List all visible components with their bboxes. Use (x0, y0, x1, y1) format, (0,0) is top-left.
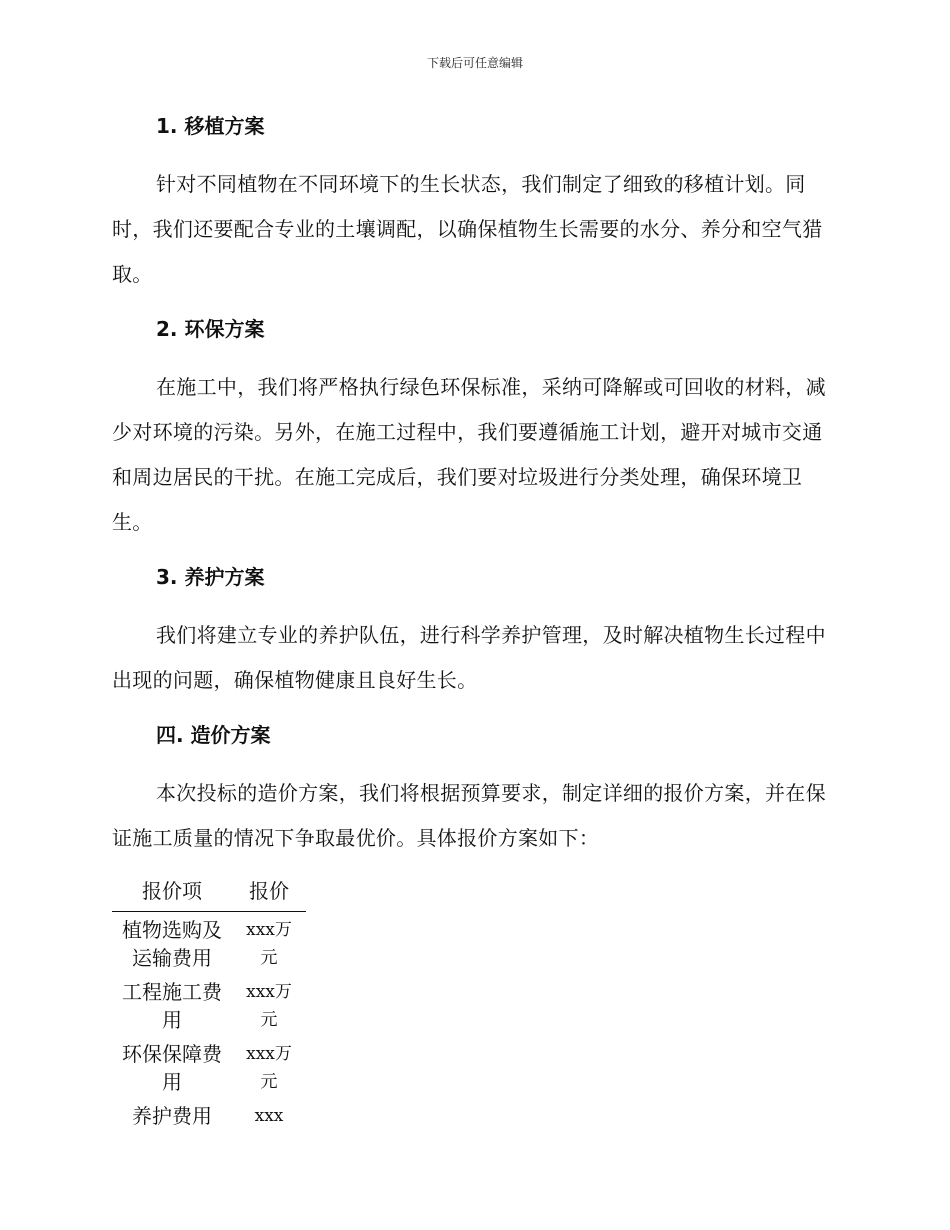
table-cell-price: xxx万元 (246, 920, 292, 968)
document-body (112, 108, 832, 1132)
section-heading: 1. 移植方案 (156, 114, 265, 138)
section-environment (112, 311, 832, 545)
section-paragraph: 我们将建立专业的养护队伍，进行科学养护管理，及时解决植物生长过程中出现的问题，确保植物健康且良好生长。 (112, 623, 826, 692)
section-paragraph: 针对不同植物在不同环境下的生长状态，我们制定了细致的移植计划。同时，我们还要配合专业的土壤调配，以确保植物生长需要的水分、养分和空气猎取。 (112, 172, 823, 286)
section-cost (112, 717, 832, 861)
table-cell-item: 环保保障费用 (122, 1042, 222, 1094)
table-row (112, 1036, 306, 1098)
table-cell-item: 植物选购及运输费用 (122, 918, 222, 970)
table-row (112, 912, 306, 975)
section-heading: 2. 环保方案 (156, 317, 265, 341)
table-row (112, 1098, 306, 1132)
section-heading: 3. 养护方案 (156, 565, 265, 589)
section-paragraph: 本次投标的造价方案，我们将根据预算要求，制定详细的报价方案，并在保证施工质量的情况下争取最优价。具体报价方案如下： (112, 781, 826, 850)
table-header-row (112, 875, 306, 912)
section-maintenance (112, 559, 832, 703)
section-paragraph: 在施工中，我们将严格执行绿色环保标准，采纳可降解或可回收的材料，减少对环境的污染。另外，在施工过程中，我们要遵循施工计划，避开对城市交通和周边居民的干扰。在施工完成后，我们要对垃圾进行分类处理，确保环境卫生。 (112, 375, 826, 534)
price-table (112, 875, 306, 1132)
table-cell-price: xxx万元 (246, 982, 292, 1030)
table-cell-price: xxx (254, 1106, 284, 1126)
table-cell-item: 工程施工费用 (122, 980, 222, 1032)
table-row (112, 974, 306, 1036)
column-header-price: 报价 (232, 875, 306, 912)
section-heading: 四. 造价方案 (156, 723, 271, 747)
column-header-item: 报价项 (112, 875, 232, 912)
table-cell-price: xxx万元 (246, 1044, 292, 1092)
section-transplant (112, 108, 832, 297)
table-cell-item: 养护费用 (132, 1104, 212, 1128)
page-header: 下载后可任意编辑 (426, 56, 523, 70)
